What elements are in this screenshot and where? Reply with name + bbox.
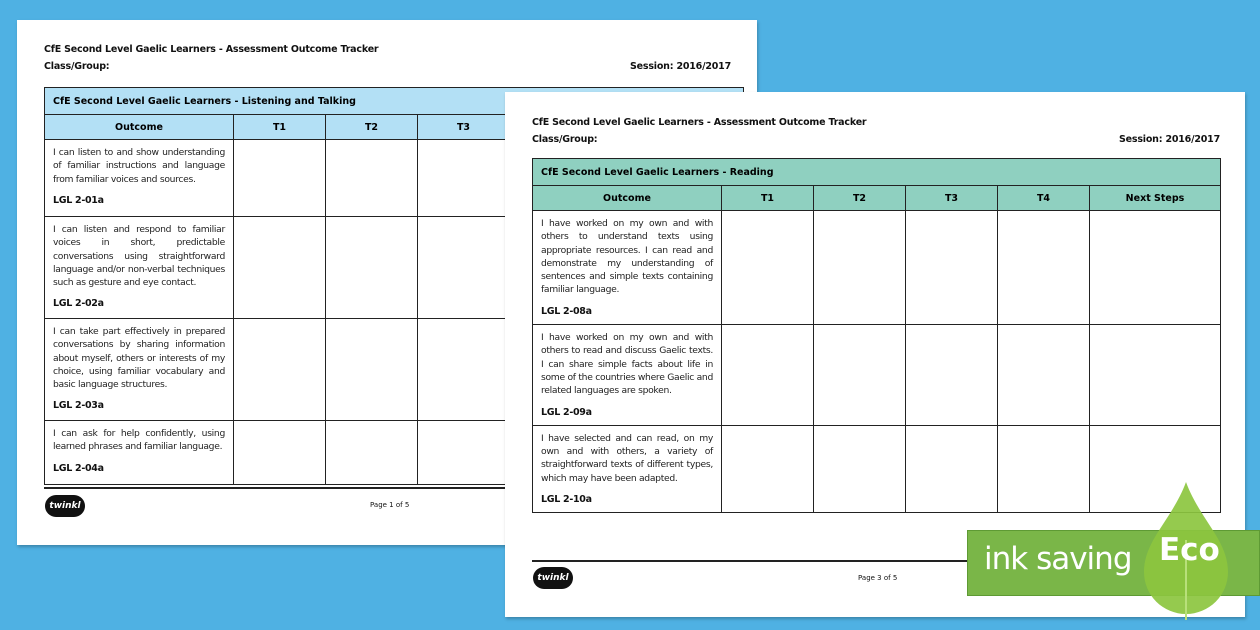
class-group-label: Class/Group: <box>44 61 110 72</box>
page-number: Page 1 of 5 <box>370 501 410 509</box>
col-t1: T1 <box>722 186 814 211</box>
outcome-code: LGL 2-08a <box>541 305 592 317</box>
class-group-label: Class/Group: <box>532 134 598 145</box>
outcome-text: I have selected and can read, on my own and with others, a variety of straightforward texts of different types, which may have been adapted. <box>541 432 713 484</box>
outcome-code: LGL 2-03a <box>53 400 104 412</box>
page-number: Page 3 of 5 <box>858 574 898 582</box>
table-row <box>533 325 1221 426</box>
outcome-text: I have worked on my own and with others to understand texts using appropriate resources. I can read and demonstrate my understanding of sentences and simple texts containing familiar language. <box>541 218 713 296</box>
col-t2: T2 <box>326 115 418 140</box>
doc-title: CfE Second Level Gaelic Learners - Assessment Outcome Tracker <box>44 44 379 55</box>
eco-label: Eco <box>1159 532 1220 568</box>
twinkl-logo: twinkl <box>533 567 573 589</box>
outcome-text: I can listen to and show understanding of familiar instructions and language from familiar voices and sources. <box>53 147 225 185</box>
col-t4: T4 <box>998 186 1090 211</box>
outcome-code: LGL 2-04a <box>53 462 104 474</box>
col-next-steps: Next Steps <box>1090 186 1221 211</box>
outcome-text: I have worked on my own and with others to read and discuss Gaelic texts. I can share simple facts about life in some of the countries where Gaelic and related languages are spoken. <box>541 332 713 397</box>
col-t1: T1 <box>234 115 326 140</box>
section-header: CfE Second Level Gaelic Learners - Reading <box>533 159 1221 186</box>
col-outcome: Outcome <box>533 186 722 211</box>
session-label: Session: 2016/2017 <box>630 61 731 72</box>
section-header: CfE Second Level Gaelic Learners - Listening and Talking <box>45 88 744 115</box>
outcome-text: I can take part effectively in prepared conversations by sharing information about myself, others or interests of my choice, using familiar vocabulary and basic language structures. <box>53 326 225 391</box>
outcome-code: LGL 2-09a <box>541 406 592 418</box>
col-outcome: Outcome <box>45 115 234 140</box>
outcome-text: I can listen and respond to familiar voices in short, predictable conversations using straightforward language and/or non-verbal techniques such as gesture and eye contact. <box>53 224 225 289</box>
outcome-code: LGL 2-01a <box>53 194 104 206</box>
outcome-code: LGL 2-10a <box>541 494 592 506</box>
outcome-code: LGL 2-02a <box>53 298 104 310</box>
doc-title: CfE Second Level Gaelic Learners - Assessment Outcome Tracker <box>532 117 867 128</box>
col-t2: T2 <box>814 186 906 211</box>
col-t3: T3 <box>418 115 510 140</box>
table-row <box>533 211 1221 325</box>
twinkl-logo: twinkl <box>45 495 85 517</box>
ink-saving-text: ink saving <box>984 541 1132 577</box>
outcome-text: I can ask for help confidently, using learned phrases and familiar language. <box>53 428 225 453</box>
col-t3: T3 <box>906 186 998 211</box>
session-label: Session: 2016/2017 <box>1119 134 1220 145</box>
eco-leaf-icon <box>1140 480 1232 620</box>
table-row <box>533 425 1221 512</box>
outcome-table <box>532 158 1221 513</box>
